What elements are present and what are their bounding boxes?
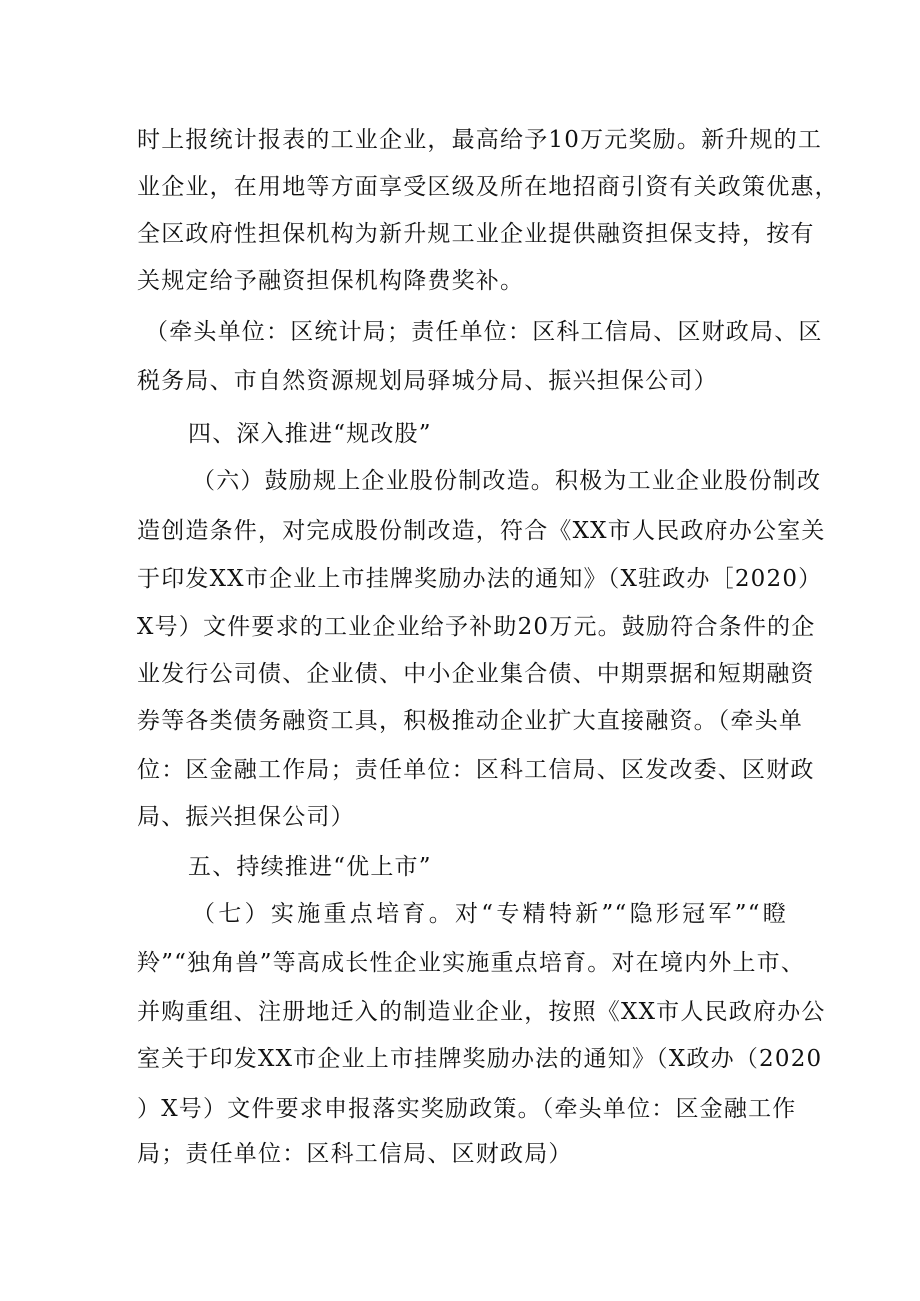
- section-heading-4: 四、深入推进“规改股”: [188, 421, 432, 447]
- text-line-3: 全区政府性担保机构为新升规工业企业提供融资担保支持，按有: [137, 221, 815, 247]
- section-heading-5: 五、持续推进“优上市”: [188, 854, 432, 880]
- text-line-1: 时上报统计报表的工业企业，最高给予10万元奖励。新升规的工: [137, 127, 823, 153]
- text-line-10: 于印发XX市企业上市挂牌奖励办法的通知》（X驻政办［2020）: [137, 566, 823, 592]
- text-line-21: ）X号）文件要求申报落实奖励政策。（牵头单位：区金融工作: [137, 1096, 797, 1122]
- text-line-19: 并购重组、注册地迁入的制造业企业，按照《XX市人民政府办公: [137, 999, 826, 1025]
- text-line-6: 税务局、市自然资源规划局驿城分局、振兴担保公司）: [137, 368, 718, 394]
- text-line-22: 局；责任单位：区科工信局、区财政局）: [137, 1141, 573, 1167]
- text-line-17: （七）实施重点培育。对“专精特新”“隐形冠军”“瞪: [192, 901, 787, 927]
- text-line-2: 业企业，在用地等方面享受区级及所在地招商引资有关政策优惠，: [137, 174, 839, 200]
- text-line-18: 羚”“独角兽”等高成长性企业实施重点培育。对在境内外上市、: [137, 950, 806, 976]
- text-line-13: 券等各类债务融资工具，积极推动企业扩大直接融资。（牵头单: [137, 708, 804, 734]
- text-line-9: 造创造条件，对完成股份制改造，符合《XX市人民政府办公室关: [137, 518, 826, 544]
- text-line-15: 局、振兴担保公司）: [137, 804, 355, 830]
- text-line-4: 关规定给予融资担保机构降费奖补。: [137, 268, 525, 294]
- text-line-8: （六）鼓励规上企业股份制改造。积极为工业企业股份制改: [192, 468, 822, 494]
- text-line-12: 业发行公司债、企业债、中小企业集合债、中期票据和短期融资: [137, 661, 815, 687]
- text-line-20: 室关于印发XX市企业上市挂牌奖励办法的通知》（X政办（2020: [137, 1046, 823, 1072]
- text-line-14: 位：区金融工作局；责任单位：区科工信局、区发改委、区财政: [137, 757, 815, 783]
- text-line-11: X号）文件要求的工业企业给予补助20万元。鼓励符合条件的企: [137, 614, 816, 640]
- text-line-5: （牵头单位：区统计局；责任单位：区科工信局、区财政局、区: [145, 319, 823, 345]
